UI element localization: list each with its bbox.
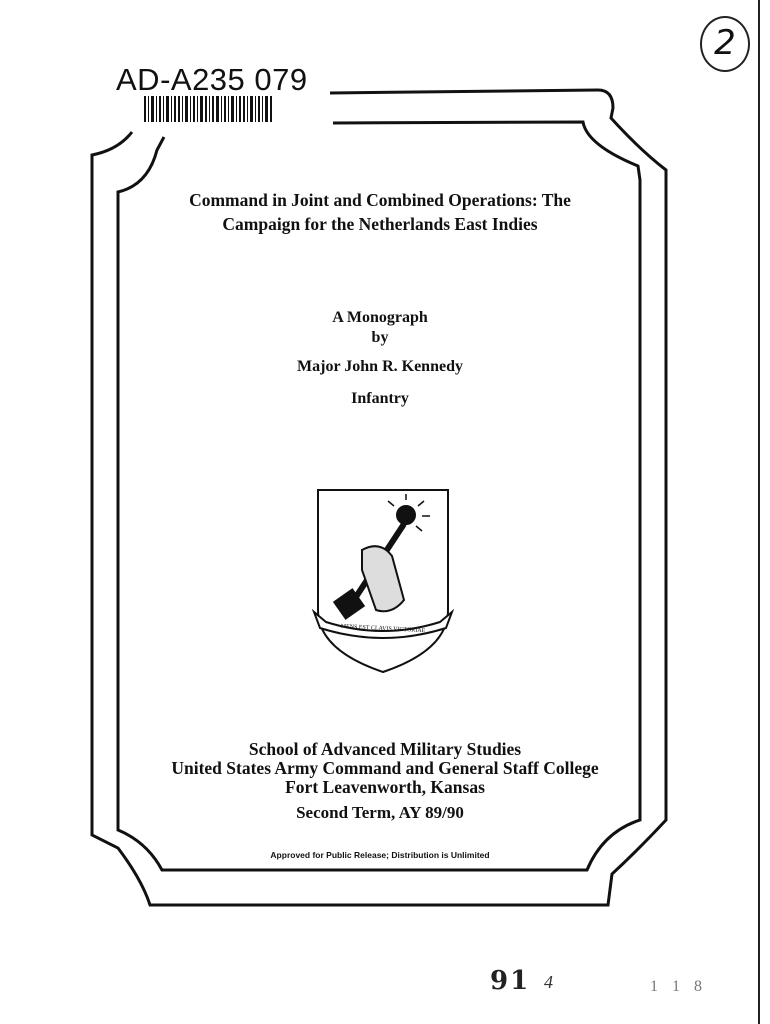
page-edge-line xyxy=(758,0,760,1024)
institution-line-2: United States Army Command and General Staff College xyxy=(171,758,599,778)
institution-block xyxy=(130,740,640,797)
footer-code-1: 91 xyxy=(490,966,531,996)
school-seal xyxy=(314,490,452,672)
document-title xyxy=(100,188,660,236)
handwritten-copy-number: 2 xyxy=(700,16,750,72)
by-label: by xyxy=(371,329,389,346)
barcode xyxy=(144,96,272,122)
academic-term: Second Term, AY 89/90 xyxy=(296,803,464,822)
institution-line-1: School of Advanced Military Studies xyxy=(248,739,522,759)
footer-code-3: 1 1 8 xyxy=(650,978,707,995)
author-name: Major John R. Kennedy xyxy=(297,358,463,375)
seal-motto: MENS EST CLAVIS VICTORIAE xyxy=(340,623,426,635)
footer-code-2: 4 xyxy=(544,972,553,992)
document-type: A Monograph xyxy=(332,309,428,326)
accession-number: AD-A235 079 xyxy=(116,62,308,97)
institution-line-3: Fort Leavenworth, Kansas xyxy=(285,777,485,797)
release-statement: Approved for Public Release; Distribution is Unlimited xyxy=(270,850,490,860)
title-line-1: Command in Joint and Combined Operations: The xyxy=(189,190,571,210)
title-line-2: Campaign for the Netherlands East Indies xyxy=(222,214,538,234)
author-branch: Infantry xyxy=(351,390,409,407)
